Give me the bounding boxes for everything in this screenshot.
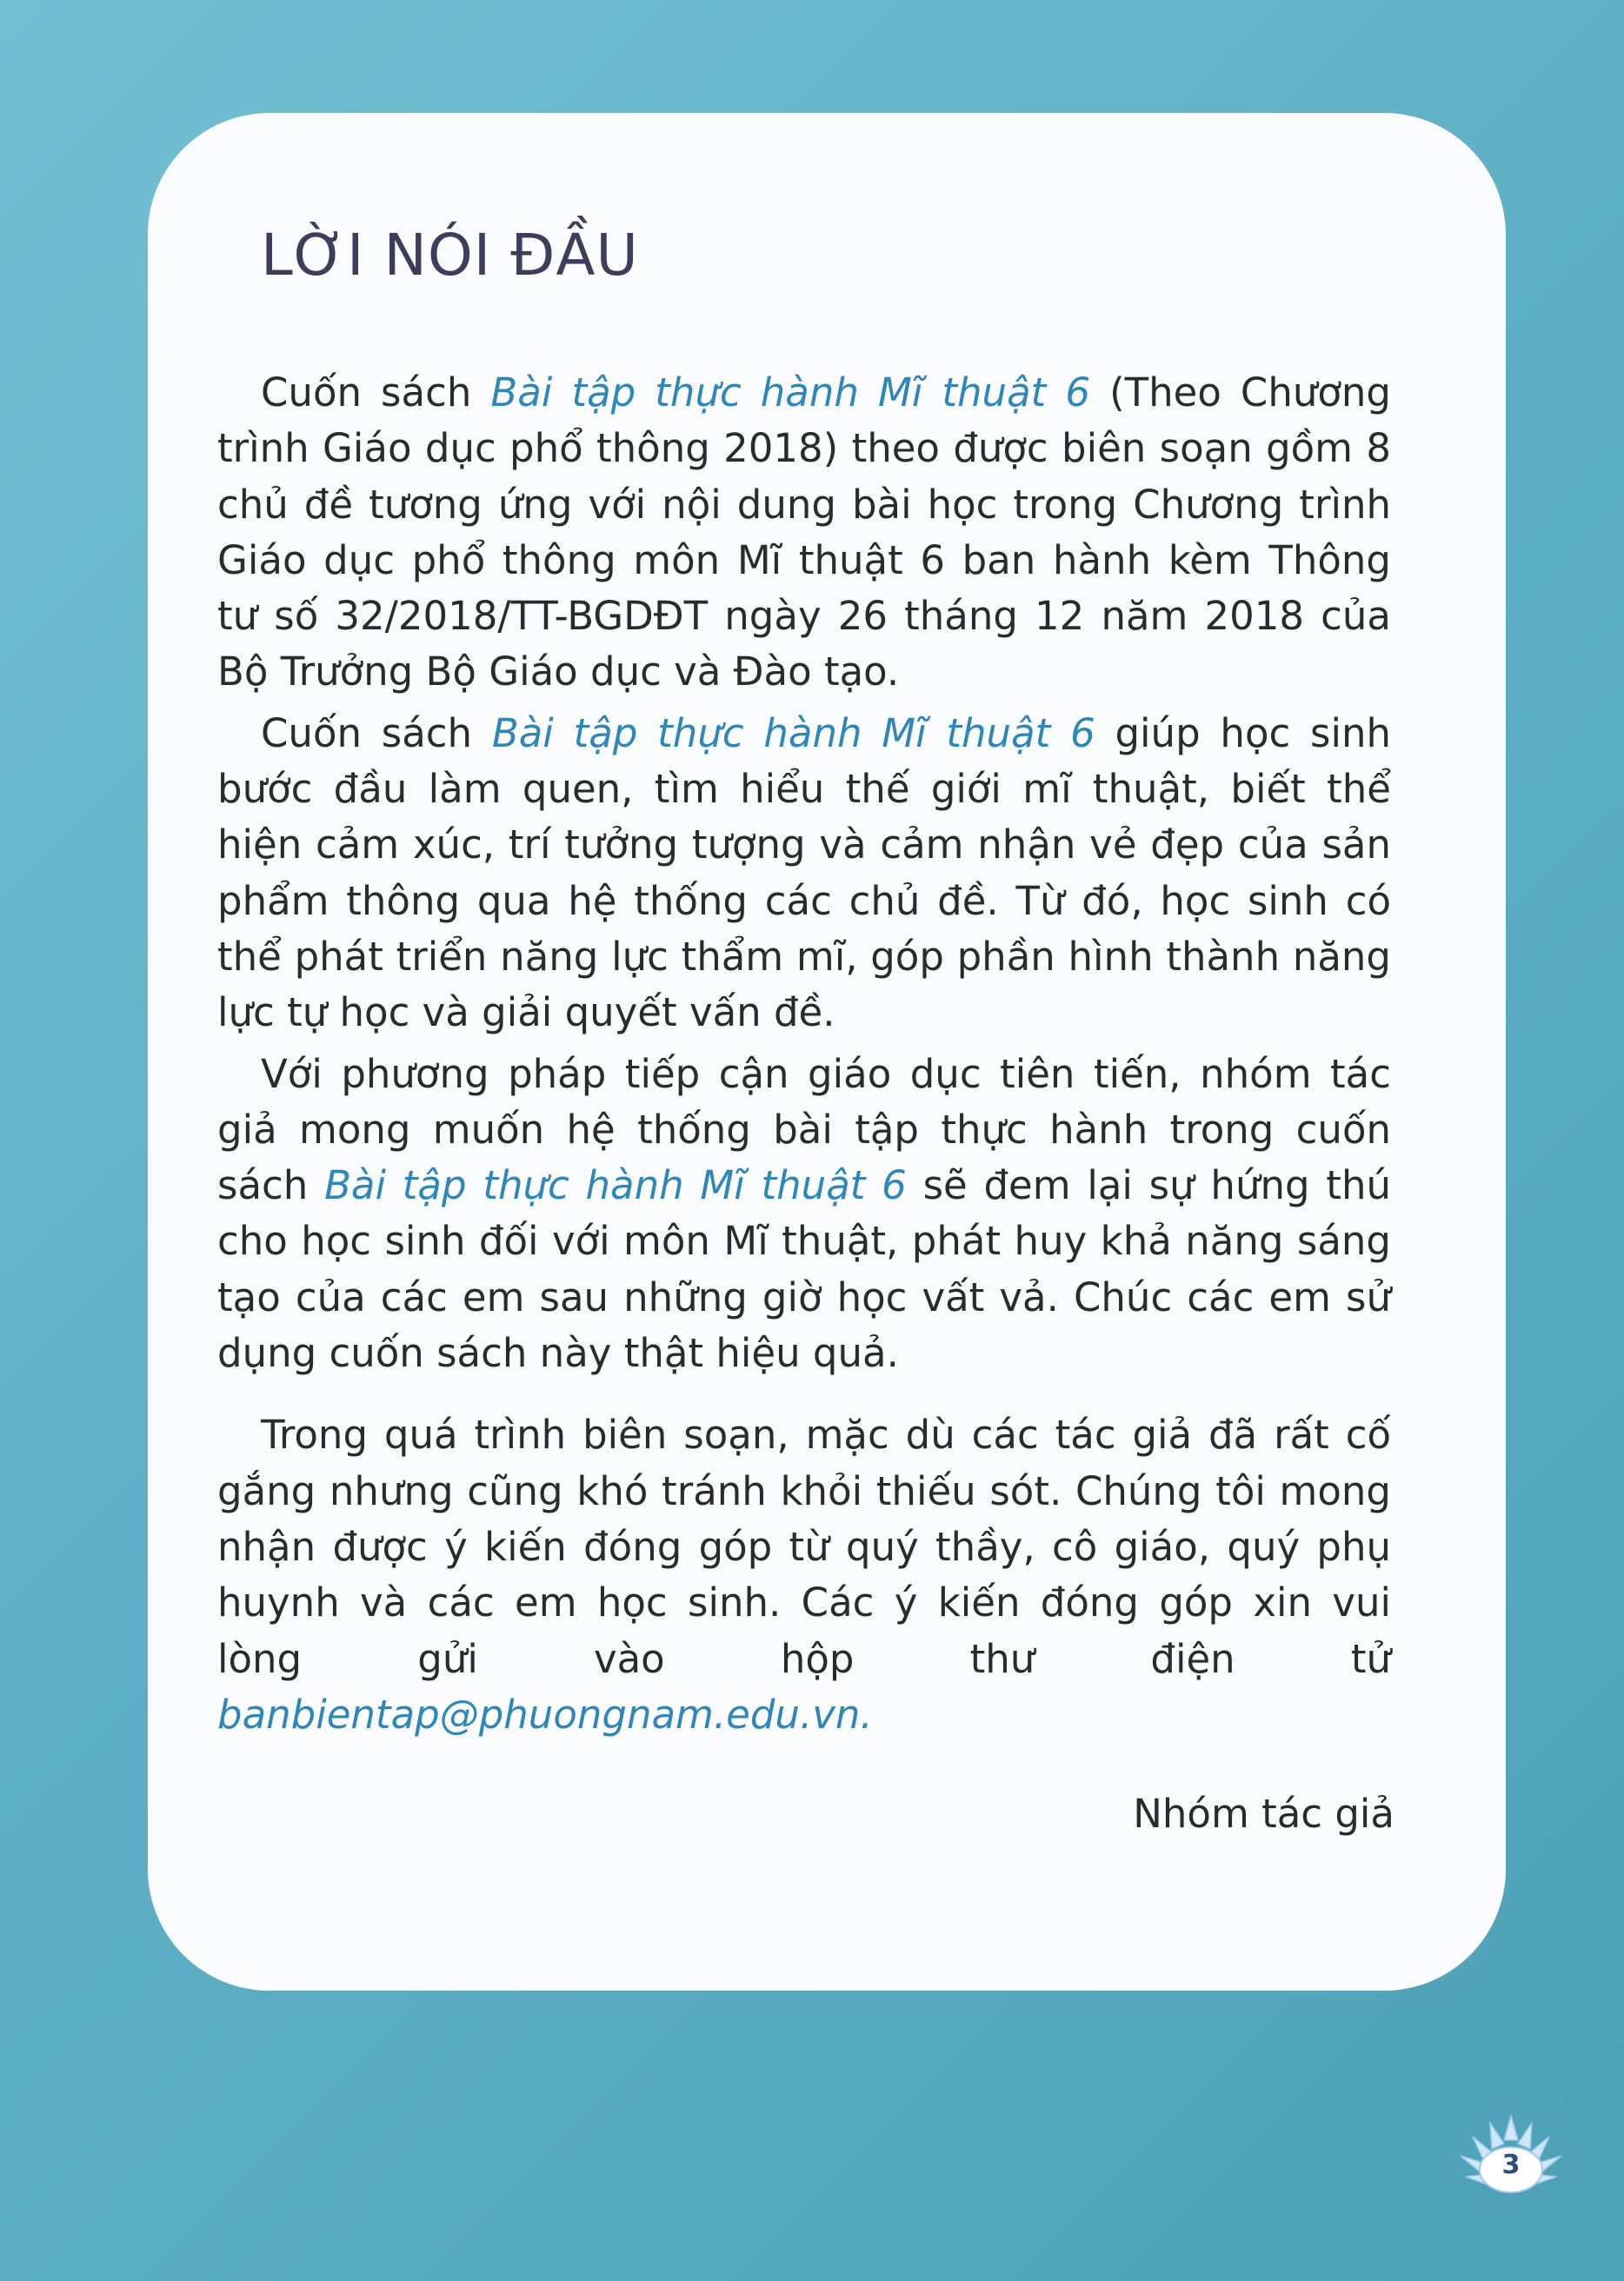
paragraph-1-text-start: Cuốn sách (261, 369, 491, 416)
paragraph-3-text-start: Với phương pháp tiếp cận giáo dục tiên tiến, nhóm tác giả mong muốn hệ thống bài tập thực hành trong cuốn sách (217, 1050, 1391, 1209)
paragraph-3-book-title: Bài tập thực hành Mĩ thuật 6 (324, 1162, 907, 1209)
paragraph-1 (217, 365, 1391, 701)
paragraph-2-book-title: Bài tập thực hành Mĩ thuật 6 (491, 709, 1095, 756)
paragraph-1-book-title: Bài tập thực hành Mĩ thuật 6 (490, 369, 1090, 416)
paragraph-spacer (217, 1381, 1391, 1407)
page-title: LỜI NÓI ĐẦU (261, 222, 639, 289)
page-number: 3 (1501, 2150, 1521, 2180)
author-signature: Nhóm tác giả (1133, 1791, 1394, 1837)
paragraph-2-text-end: giúp học sinh bước đầu làm quen, tìm hiểu thế giới mĩ thuật, biết thể hiện cảm xúc, trí tưởng tượng và cảm nhận vẻ đẹp của sản phẩm thông qua hệ thống các chủ đề. Từ đó, học sinh có thể phát triển năng lực thẩm mĩ, góp phần hình thành năng lực tự học và giải quyết vấn đề. (217, 709, 1391, 1036)
contact-email-link[interactable]: banbientap@phuongnam.edu.vn. (217, 1691, 873, 1738)
paragraph-2-text-start: Cuốn sách (261, 709, 492, 756)
paragraph-3 (217, 1047, 1391, 1382)
paragraph-3-text-end: sẽ đem lại sự hứng thú cho học sinh đối với môn Mĩ thuật, phát huy khả năng sáng tạo của các em sau những giờ học vất vả. Chúc các em sử dụng cuốn sách này thật hiệu quả. (217, 1162, 1391, 1377)
preface-body (217, 365, 1391, 1743)
paragraph-4-text-start: Trong quá trình biên soạn, mặc dù các tác giả đã rất cố gắng nhưng cũng khó tránh khỏi thiếu sót. Chúng tôi mong nhận được ý kiến đóng góp từ quý thầy, cô giáo, quý phụ huynh và các em học sinh. Các ý kiến đóng góp xin vui lòng gửi vào hộp thư điện tử (217, 1412, 1391, 1682)
paragraph-2 (217, 706, 1391, 1041)
paragraph-1-text-end: (Theo Chương trình Giáo dục phổ thông 2018) theo được biên soạn gồm 8 chủ đề tương ứng với nội dung bài học trong Chương trình Giáo dục phổ thông môn Mĩ thuật 6 ban hành kèm Thông tư số 32/2018/TT-BGDĐT ngày 26 tháng 12 năm 2018 của Bộ Trưởng Bộ Giáo dục và Đào tạo. (217, 369, 1391, 695)
preface-card (148, 113, 1506, 1991)
page-number-badge (1450, 2104, 1572, 2199)
paragraph-4 (217, 1407, 1391, 1743)
